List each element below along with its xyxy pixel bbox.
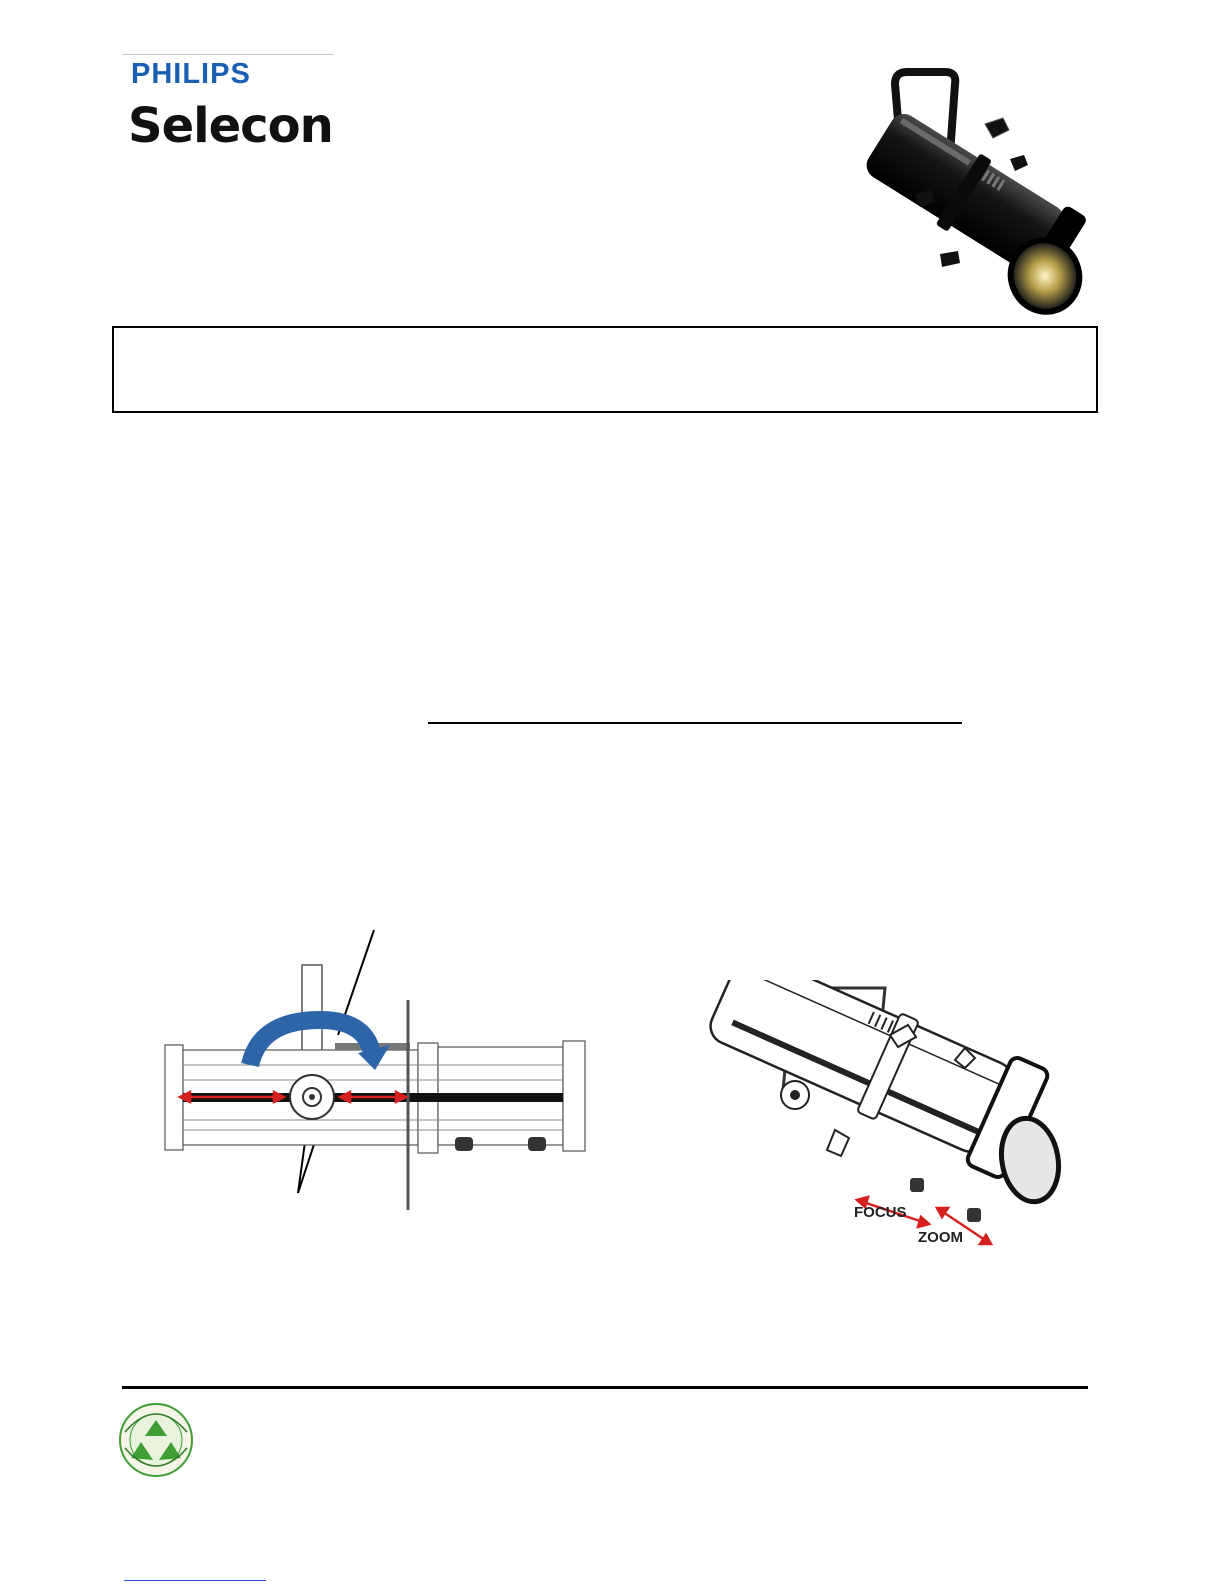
luminaire-product-photo <box>845 64 1095 319</box>
company-name: PHILIPS <box>131 58 251 90</box>
product-line-name: Selecon <box>128 98 333 154</box>
zoom-label: ZOOM <box>918 1229 963 1246</box>
footer-rule <box>122 1386 1088 1389</box>
philips-selecon-logo <box>122 54 334 154</box>
section-underline <box>428 722 962 724</box>
document-title-box <box>112 326 1098 413</box>
footer-link-underline[interactable] <box>124 1580 266 1581</box>
recycle-icon <box>117 1402 195 1478</box>
focus-label: FOCUS <box>854 1204 907 1221</box>
luminaire-side-elevation-diagram <box>150 925 610 1210</box>
luminaire-perspective-diagram <box>685 980 1085 1250</box>
logo-divider <box>122 54 334 55</box>
